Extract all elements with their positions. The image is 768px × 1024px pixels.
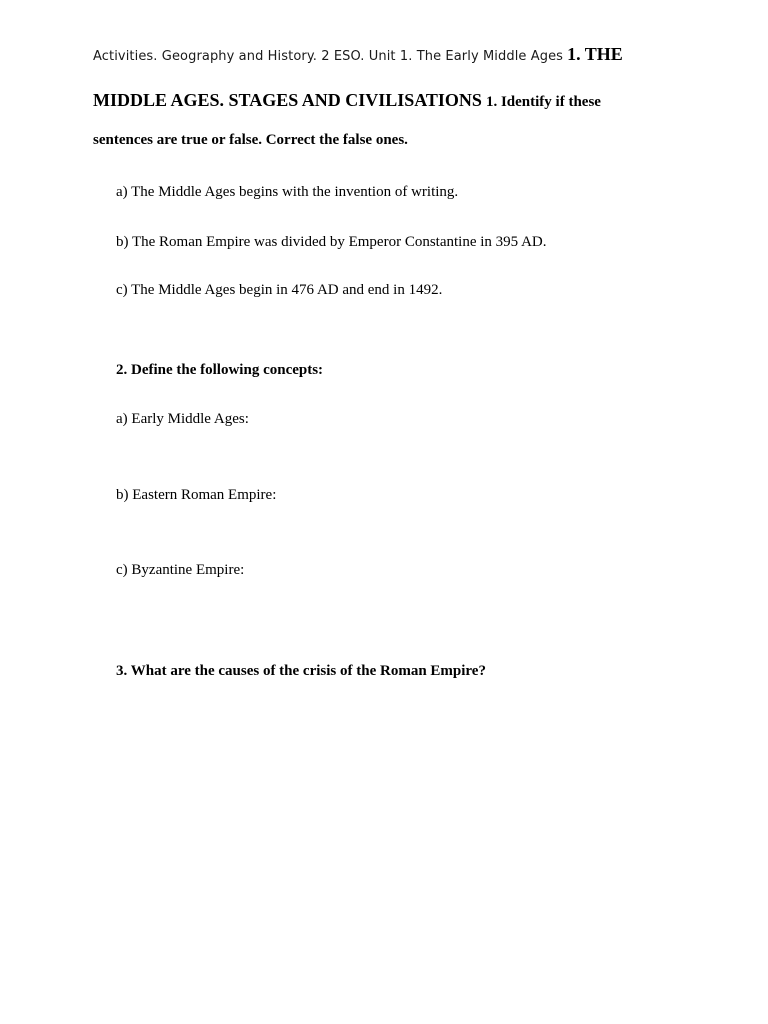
- exercise3-heading: 3. What are the causes of the crisis of the Roman Empire?: [116, 663, 486, 679]
- exercise1-item-b: b) The Roman Empire was divided by Emperor Constantine in 395 AD.: [116, 234, 547, 250]
- course-label: Activities. Geography and History. 2 ESO. Unit 1. The Early Middle Ages: [93, 49, 564, 64]
- exercise2-heading: 2. Define the following concepts:: [116, 362, 324, 378]
- header-line-2: [93, 90, 601, 111]
- exercise2-item-c: c) Byzantine Empire:: [116, 562, 245, 578]
- section-title-part-2: MIDDLE AGES. STAGES AND CIVILISATIONS: [93, 90, 482, 110]
- exercise2-item-b: b) Eastern Roman Empire:: [116, 487, 277, 503]
- exercise2-item-a: a) Early Middle Ages:: [116, 411, 249, 427]
- instruction-part-1: 1. Identify if these: [485, 94, 601, 110]
- header-line-1: [93, 44, 623, 65]
- instruction-part-2: sentences are true or false. Correct the false ones.: [93, 132, 408, 148]
- exercise1-item-a: a) The Middle Ages begins with the invention of writing.: [116, 184, 459, 200]
- section-title-part-1: 1. THE: [567, 44, 623, 64]
- exercise1-item-c: c) The Middle Ages begin in 476 AD and end in 1492.: [116, 282, 443, 298]
